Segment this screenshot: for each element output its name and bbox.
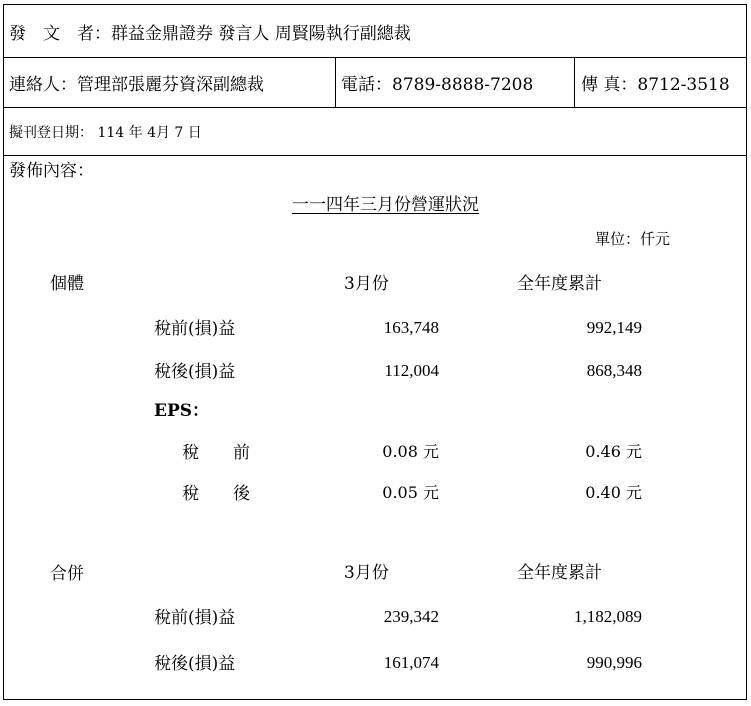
eps-aftertax-label: 稅 後 — [182, 484, 250, 504]
consolidated-col-ytd: 全年度累計 — [517, 563, 602, 583]
eps-pretax-month: 0.08 元 — [382, 442, 439, 461]
consolidated-pretax-ytd: 1,182,089 — [574, 607, 642, 626]
consolidated-col-month: 3月份 — [344, 563, 389, 583]
individual-col-ytd: 全年度累計 — [517, 274, 602, 294]
consolidated-aftertax-ytd: 990,996 — [586, 653, 642, 672]
individual-pretax-label: 稅前(損)益 — [154, 319, 236, 339]
contact-row — [4, 58, 746, 108]
contact-text: 連絡人：管理部張麗芬資深副總裁 — [9, 75, 264, 95]
publish-date-text: 擬刊登日期： 114 年 4月 7 日 — [9, 124, 202, 141]
eps-pretax-ytd: 0.46 元 — [585, 442, 642, 461]
individual-pretax-month: 163,748 — [383, 318, 439, 337]
fax-cell — [574, 58, 746, 107]
announcement-form — [3, 4, 747, 700]
individual-col-month: 3月份 — [344, 274, 389, 294]
eps-aftertax-ytd: 0.40 元 — [585, 483, 642, 502]
consolidated-aftertax-label: 稅後(損)益 — [154, 654, 236, 674]
sender-cell — [9, 5, 411, 57]
individual-aftertax-label: 稅後(損)益 — [154, 362, 236, 382]
consolidated-heading: 合併 — [50, 564, 84, 584]
individual-heading: 個體 — [50, 274, 84, 294]
individual-pretax-ytd: 992,149 — [586, 318, 642, 337]
phone-text: 電話：8789-8888-7208 — [341, 75, 534, 95]
content-label: 發佈內容： — [9, 161, 94, 181]
individual-aftertax-ytd: 868,348 — [586, 361, 642, 380]
publish-date-row — [4, 108, 746, 156]
consolidated-pretax-label: 稅前(損)益 — [154, 608, 236, 628]
eps-pretax-label: 稅 前 — [182, 443, 250, 463]
sender-text: 發 文 者：群益金鼎證券 發言人 周賢陽執行副總裁 — [9, 23, 411, 44]
report-title: 一一四年三月份營運狀況 — [292, 195, 479, 215]
consolidated-aftertax-month: 161,074 — [383, 653, 439, 672]
eps-label: EPS： — [154, 401, 210, 421]
consolidated-pretax-month: 239,342 — [383, 607, 439, 626]
sender-row — [4, 5, 746, 58]
phone-cell — [335, 58, 574, 107]
unit-label: 單位：仟元 — [595, 230, 671, 248]
publish-date-cell — [9, 108, 202, 155]
contact-cell — [9, 58, 335, 107]
eps-aftertax-month: 0.05 元 — [382, 483, 439, 502]
individual-aftertax-month: 112,004 — [384, 361, 439, 380]
fax-text: 傳 真：8712-3518 — [581, 75, 730, 95]
